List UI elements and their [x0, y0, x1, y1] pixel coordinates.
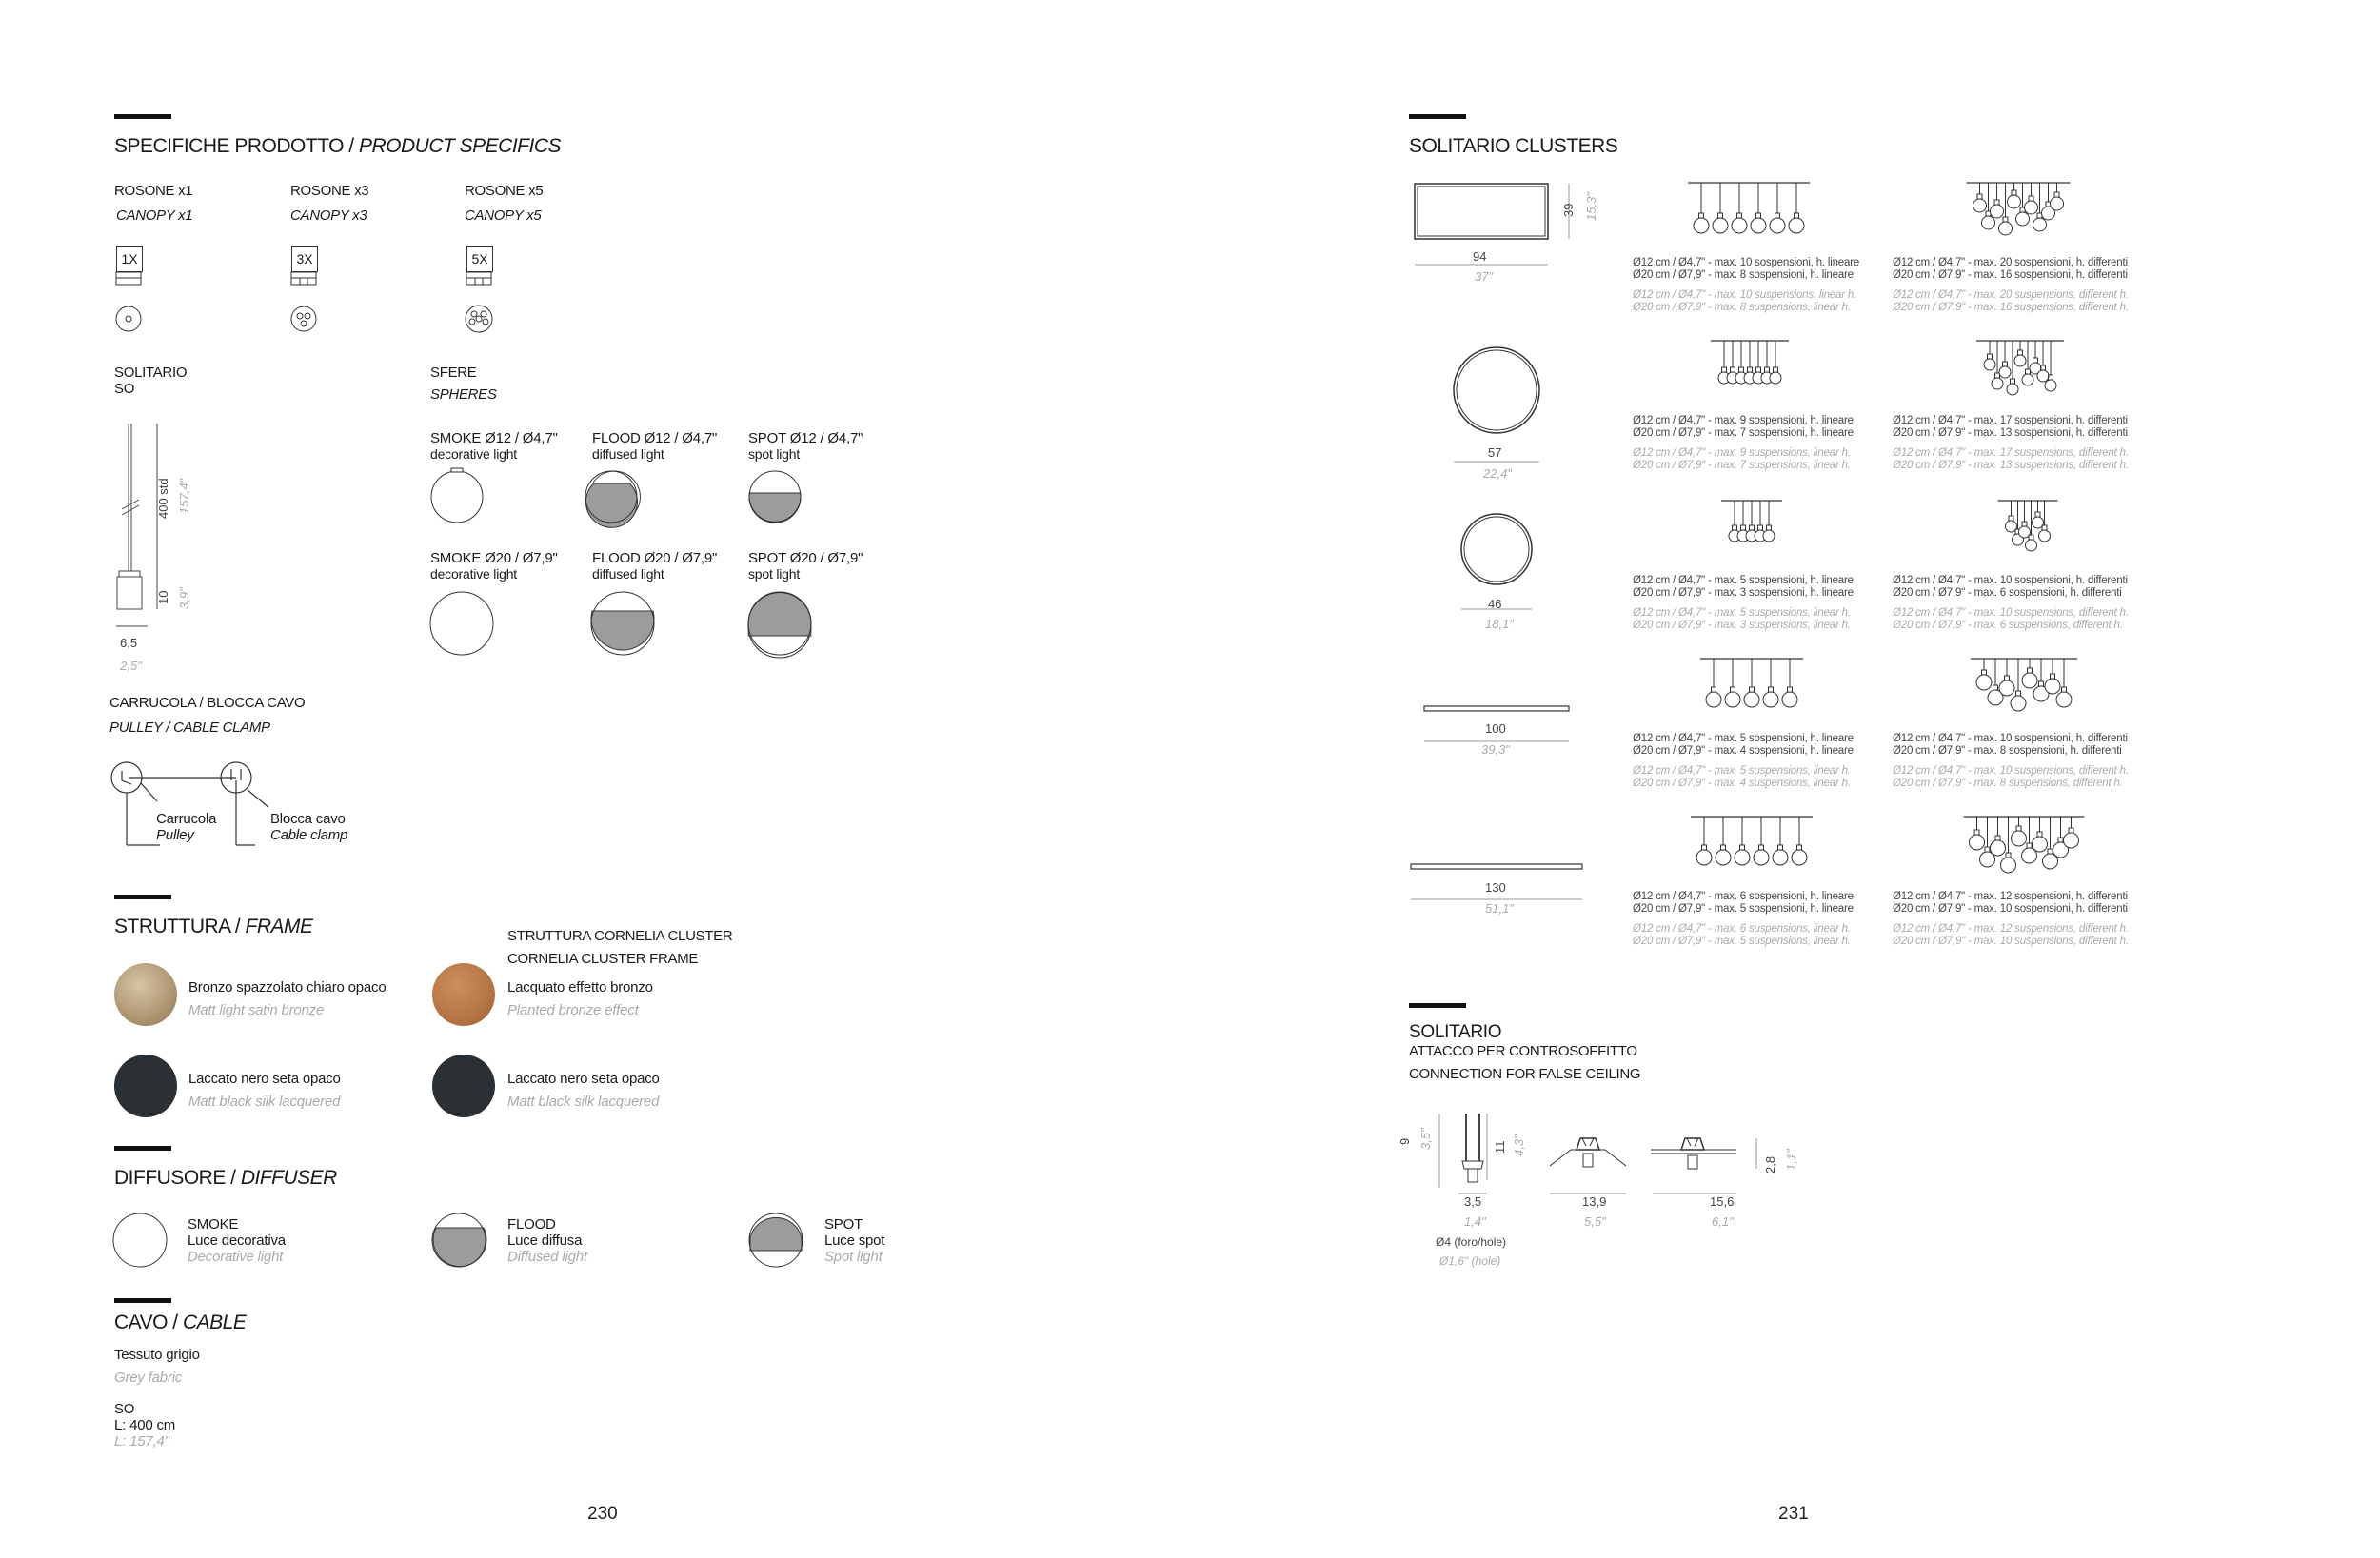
section-rule [114, 1298, 171, 1303]
hole-dim: Ø4 (foro/hole) [1436, 1235, 1507, 1249]
shape-width-in: 18,1" [1485, 617, 1514, 631]
cable-material: Tessuto grigio Grey fabric [114, 1347, 200, 1386]
canopy-label-en: CANOPY x3 [290, 207, 367, 224]
false-ceiling-dim: 9 [1398, 1137, 1412, 1145]
cluster-caption: Ø12 cm / Ø4,7" - max. 10 sospensioni, h. lineare Ø20 cm / Ø7,9" - max. 8 sospensioni, h. lineare [1633, 257, 1860, 281]
cluster-caption-en: Ø12 cm / Ø4,7" - max. 17 suspensions, different h. Ø20 cm / Ø7,9" - max. 13 suspensions, different h. [1893, 447, 2129, 471]
false-ceiling-width-in: 5,5" [1584, 1214, 1606, 1229]
canopy-label: ROSONE x5 [465, 183, 544, 199]
swatch-light-bronze [114, 963, 177, 1026]
clusters-title: SOLITARIO CLUSTERS [1409, 135, 1618, 157]
sphere-item: FLOOD Ø20 / Ø7,9" diffused light [592, 550, 718, 582]
spheres-label: SFERE [430, 365, 477, 381]
canopy-label: ROSONE x1 [114, 183, 193, 199]
cluster-caption: Ø12 cm / Ø4,7" - max. 17 sospensioni, h. differenti Ø20 cm / Ø7,9" - max. 13 sospensioni, h. differenti [1893, 415, 2128, 439]
section-rule [114, 1146, 171, 1151]
dim-length-in: 157,4" [177, 478, 191, 514]
cluster-caption: Ø12 cm / Ø4,7" - max. 20 sospensioni, h. differenti Ø20 cm / Ø7,9" - max. 16 sospensioni, h. differenti [1893, 257, 2128, 281]
sphere-item: SMOKE Ø20 / Ø7,9" decorative light [430, 550, 558, 582]
section-rule [114, 895, 171, 899]
swatch-black-silk [114, 1055, 177, 1117]
shape-width-in: 51,1" [1485, 901, 1514, 916]
page-number: 230 [587, 1504, 618, 1524]
false-ceiling-width: 15,6 [1710, 1194, 1735, 1209]
cluster-caption: Ø12 cm / Ø4,7" - max. 12 sospensioni, h. differenti Ø20 cm / Ø7,9" - max. 10 sospensioni, h. differenti [1893, 891, 2128, 915]
shape-width: 57 [1488, 445, 1502, 460]
false-ceiling-width-in: 6,1" [1712, 1214, 1734, 1229]
solitario-drawing [105, 419, 209, 666]
cluster-caption: Ø12 cm / Ø4,7" - max. 10 sospensioni, h. differenti Ø20 cm / Ø7,9" - max. 8 sospensioni, h. differenti [1893, 733, 2128, 757]
cluster-caption: Ø12 cm / Ø4,7" - max. 5 sospensioni, h. lineare Ø20 cm / Ø7,9" - max. 3 sospensioni, h. lineare [1633, 575, 1854, 599]
hole-dim-in: Ø1,6" (hole) [1439, 1254, 1501, 1268]
cluster-caption-en: Ø12 cm / Ø4,7" - max. 6 suspensions, linear h. Ø20 cm / Ø7,9" - max. 5 suspensions, linear h. [1633, 923, 1851, 947]
cluster-caption-en: Ø12 cm / Ø4,7" - max. 12 suspensions, different h. Ø20 cm / Ø7,9" - max. 10 suspensions, different h. [1893, 923, 2129, 947]
pulley-drawing [105, 752, 295, 866]
diffuser-item: SPOT Luce spot Spot light [824, 1216, 885, 1265]
canopy-badge: 5X [466, 246, 493, 272]
cluster-caption: Ø12 cm / Ø4,7" - max. 10 sospensioni, h. differenti Ø20 cm / Ø7,9" - max. 6 sospensioni, h. differenti [1893, 575, 2128, 599]
shape-width: 46 [1488, 597, 1502, 611]
cable-clamp-label: Blocca cavo Cable clamp [270, 811, 348, 843]
section-rule [1409, 1003, 1466, 1008]
canopy-badge: 3X [291, 246, 318, 272]
cluster-caption-en: Ø12 cm / Ø4,7" - max. 20 suspensions, different h. Ø20 cm / Ø7,9" - max. 16 suspensions, different h. [1893, 289, 2129, 313]
section-rule [1409, 114, 1466, 119]
diffuser-item: FLOOD Luce diffusa Diffused light [507, 1216, 587, 1265]
cable-title: CAVO / CABLE [114, 1311, 247, 1333]
dim-height: 10 [156, 590, 170, 604]
shape-width: 100 [1485, 721, 1506, 736]
finish-label: Laccato nero seta opaco Matt black silk lacquered [188, 1071, 341, 1110]
pulley-title-en: PULLEY / CABLE CLAMP [109, 720, 270, 736]
false-ceiling-dim-in: 3,5" [1418, 1128, 1433, 1150]
canopy-label-en: CANOPY x1 [116, 207, 193, 224]
canopy-drawings [105, 266, 533, 343]
cluster-caption-en: Ø12 cm / Ø4,7" - max. 5 suspensions, linear h. Ø20 cm / Ø7,9" - max. 4 suspensions, linear h. [1633, 765, 1851, 789]
dim-width-in: 2,5" [120, 659, 142, 673]
canopy-label-en: CANOPY x5 [465, 207, 542, 224]
cluster-caption: Ø12 cm / Ø4,7" - max. 5 sospensioni, h. lineare Ø20 cm / Ø7,9" - max. 4 sospensioni, h. lineare [1633, 733, 1854, 757]
cluster-caption: Ø12 cm / Ø4,7" - max. 6 sospensioni, h. lineare Ø20 cm / Ø7,9" - max. 5 sospensioni, h. lineare [1633, 891, 1854, 915]
cluster-caption: Ø12 cm / Ø4,7" - max. 9 sospensioni, h. lineare Ø20 cm / Ø7,9" - max. 7 sospensioni, h. lineare [1633, 415, 1854, 439]
shape-height-in: 15,3" [1584, 192, 1598, 221]
cluster-caption-en: Ø12 cm / Ø4,7" - max. 10 suspensions, linear h. Ø20 cm / Ø7,9" - max. 8 suspensions, linear h. [1633, 289, 1857, 313]
cluster-caption-en: Ø12 cm / Ø4,7" - max. 10 suspensions, different h. Ø20 cm / Ø7,9" - max. 6 suspensions, different h. [1893, 607, 2129, 631]
pulley-title: CARRUCOLA / BLOCCA CAVO [109, 695, 306, 711]
false-ceiling-subtitle: ATTACCO PER CONTROSOFFITTO [1409, 1043, 1637, 1059]
false-ceiling-width: 3,5 [1464, 1194, 1482, 1209]
cluster-caption-en: Ø12 cm / Ø4,7" - max. 5 suspensions, linear h. Ø20 cm / Ø7,9" - max. 3 suspensions, linear h. [1633, 607, 1851, 631]
dim-width: 6,5 [120, 636, 138, 650]
finish-label: Bronzo spazzolato chiaro opaco Matt light satin bronze [188, 979, 387, 1018]
false-ceiling-dim: 2,8 [1763, 1155, 1777, 1173]
sphere-item: SPOT Ø12 / Ø4,7" spot light [748, 430, 863, 462]
spheres-label-en: SPHERES [430, 386, 497, 403]
cluster-lamp-drawings [1618, 171, 2171, 952]
cluster-caption-en: Ø12 cm / Ø4,7" - max. 9 suspensions, linear h. Ø20 cm / Ø7,9" - max. 7 suspensions, linear h. [1633, 447, 1851, 471]
shape-width: 130 [1485, 880, 1506, 895]
page-number: 231 [1778, 1504, 1809, 1524]
dim-height-in: 3,9" [177, 587, 191, 609]
false-ceiling-dim: 11 [1493, 1140, 1507, 1154]
dim-length: 400 std [156, 478, 170, 519]
shape-height: 39 [1561, 203, 1576, 217]
sphere-drawings [419, 466, 838, 666]
finish-label: Laccato nero seta opaco Matt black silk lacquered [507, 1071, 660, 1110]
cluster-shape-drawings [1409, 176, 1618, 937]
canopy-badge: 1X [116, 246, 143, 272]
shape-width-in: 37" [1475, 269, 1494, 284]
finish-label: Lacquato effetto bronzo Planted bronze effect [507, 979, 653, 1018]
canopy-label: ROSONE x3 [290, 183, 369, 199]
solitario-label: SOLITARIO SO [114, 365, 188, 397]
swatch-black-silk [432, 1055, 495, 1117]
shape-width-in: 22,4" [1483, 466, 1512, 481]
false-ceiling-dim-in: 1,1" [1784, 1149, 1798, 1171]
diffuser-item: SMOKE Luce decorativa Decorative light [188, 1216, 286, 1265]
shape-width-in: 39,3" [1481, 742, 1510, 757]
diffuser-title: DIFFUSORE / DIFFUSER [114, 1167, 337, 1189]
sphere-item: SPOT Ø20 / Ø7,9" spot light [748, 550, 863, 582]
swatch-bronze-effect [432, 963, 495, 1026]
frame-title: STRUTTURA / FRAME [114, 916, 313, 937]
false-ceiling-subtitle-en: CONNECTION FOR FALSE CEILING [1409, 1066, 1641, 1082]
pulley-label: Carrucola Pulley [156, 811, 217, 843]
false-ceiling-dim-in: 4,3" [1512, 1134, 1526, 1156]
false-ceiling-title: SOLITARIO [1409, 1022, 1502, 1042]
false-ceiling-width-in: 1,4" [1464, 1214, 1486, 1229]
sphere-item: SMOKE Ø12 / Ø4,7" decorative light [430, 430, 558, 462]
cluster-frame-title: STRUTTURA CORNELIA CLUSTER CORNELIA CLUSTER FRAME [507, 928, 733, 967]
page-title: SPECIFICHE PRODOTTO / PRODUCT SPECIFICS [114, 135, 562, 157]
shape-width: 94 [1473, 249, 1487, 264]
cable-length: SO L: 400 cm L: 157,4" [114, 1401, 176, 1450]
cluster-caption-en: Ø12 cm / Ø4,7" - max. 10 suspensions, different h. Ø20 cm / Ø7,9" - max. 8 suspensions, different h. [1893, 765, 2129, 789]
sphere-item: FLOOD Ø12 / Ø4,7" diffused light [592, 430, 718, 462]
false-ceiling-width: 13,9 [1582, 1194, 1607, 1209]
section-rule [114, 114, 171, 119]
